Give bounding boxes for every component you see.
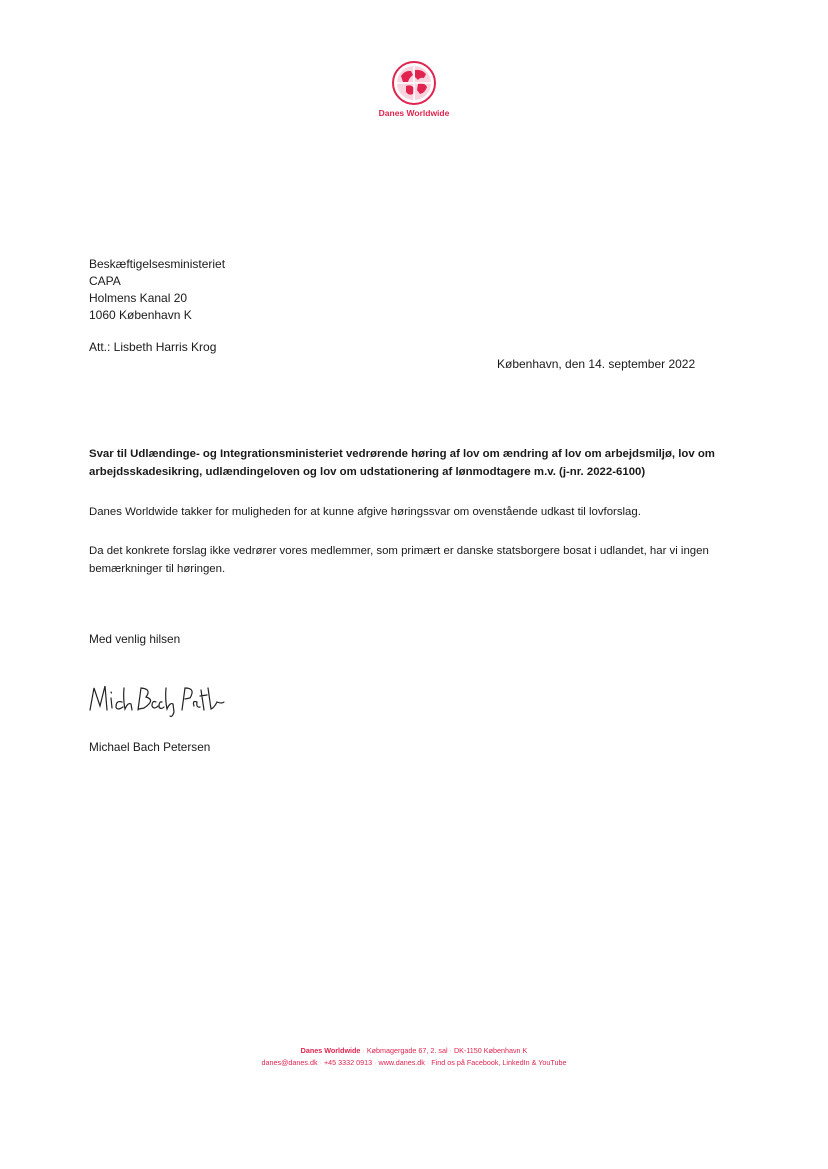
footer-email[interactable]: danes@danes.dk [261,1058,318,1067]
footer-phone: +45 3332 0913 [323,1058,373,1067]
footer-website[interactable]: www.danes.dk [378,1058,425,1067]
recipient-address [89,256,225,324]
signer-name: Michael Bach Petersen [89,740,211,754]
letter-subject: Svar til Udlændinge- og Integrationsministeriet vedrørende høring af lov om ændring af lov om arbejdsmiljø, lov om arbejdsskadesikring, udlændingeloven og lov om udstationering af lønmodtagere m.v. (j-nr. 2022-6100) [89,448,715,478]
globe-logo-icon [391,60,437,106]
recipient-line: Holmens Kanal 20 [89,291,188,305]
recipient-line: Beskæftigelsesministeriet [89,257,226,271]
brand-name: Danes Worldwide [378,108,450,118]
footer-org: Danes Worldwide [300,1046,361,1055]
attention-line: Att.: Lisbeth Harris Krog [89,340,217,354]
footer-social: Find os på Facebook, LinkedIn & YouTube [431,1058,567,1067]
body-paragraph: Da det konkrete forslag ikke vedrører vores medlemmer, som primært er danske statsborgere bosat i udlandet, har vi ingen bemærkninger til høringen. [89,545,709,575]
letter-date: København, den 14. september 2022 [497,357,696,371]
body-paragraph: Danes Worldwide takker for muligheden for at kunne afgive høringssvar om ovenstående udkast til lovforslag. [89,506,641,518]
footer-contact-line: danes@danes.dk · +45 3332 0913 · www.danes.dk · Find os på Facebook, LinkedIn & YouTube [261,1058,567,1067]
footer-city: DK-1150 København K [453,1046,528,1055]
brand-logo [368,60,460,118]
recipient-line: 1060 København K [89,308,192,322]
recipient-line: CAPA [89,274,121,288]
footer-address-line: Danes Worldwide · Købmagergade 67, 2. sal · DK-1150 København K [300,1046,528,1055]
footer-street: Købmagergade 67, 2. sal [366,1046,448,1055]
closing-salutation: Med venlig hilsen [89,632,181,646]
handwritten-signature [86,680,226,725]
letter-footer [0,1045,828,1069]
